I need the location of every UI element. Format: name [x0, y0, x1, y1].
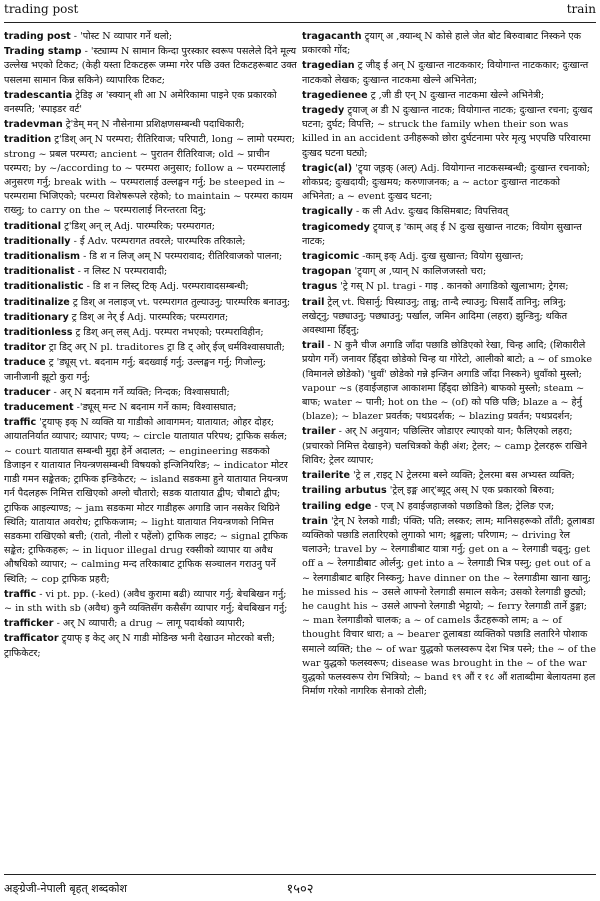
entry-headword: tragus — [302, 281, 338, 293]
dictionary-entry — [4, 45, 297, 88]
dictionary-entry — [302, 296, 596, 339]
entry-headword: trail — [302, 340, 325, 352]
entry-headword: traditor — [4, 342, 46, 354]
dictionary-entry — [4, 588, 297, 616]
dictionary-entry — [4, 341, 297, 355]
entry-headword: traducer — [4, 386, 51, 398]
entry-definition: 'ट्रेल् इङ्म आर्'ब्यूट् अस् N एक प्रकारको बिरुवा; — [386, 485, 555, 497]
dictionary-entry — [302, 205, 596, 219]
dictionary-entry — [302, 425, 596, 468]
entry-headword: tradescantia — [4, 89, 73, 101]
entry-headword: Trading stamp — [4, 46, 82, 58]
dictionary-entry — [4, 617, 297, 631]
dictionary-entry — [302, 250, 596, 264]
entry-headword: tragacanth — [302, 31, 362, 42]
dictionary-entry — [4, 118, 297, 132]
entry-definition: 'ट्र्या ज्इक् (अल्) Adj. वियोगान्त नाटकसम्बन्धी; दुःखान्त रचनाको; शोकप्रद; दुःखदायी; दुःखमय; करुणाजनक; a ~ actor दुःखान्त नाटकको अभिनेता; a ~ event दुःखद घटना; — [302, 162, 590, 203]
dictionary-entry — [302, 59, 596, 87]
entry-definition: ट्र्याज् इ 'काम् अड् ई N दुःख सुखान्त नाटक; वियोग सुखान्त नाटक; — [302, 221, 582, 247]
dictionary-entry — [302, 162, 596, 205]
dictionary-entry — [4, 632, 297, 660]
entry-definition: ट्र ,जी डी एन् N दुःखान्त नाटकमा खेल्ने अभिनेत्री; — [367, 89, 545, 101]
entry-definition: 'ट्रेन् N रेलको गाडी; पंक्ति; पति; लस्कर; लाम; मानिसहरूको ताँती; ठूलाबडा व्यक्तिको पछाडि लतारिएको लुगाको भाग; श्रृङ्खला; परिणाम; ~ driving रेल चलाउने; travel by ~ रेलगाडीबाट यात्रा गर्नु; get on a ~ रेलगाडी चढ्नु; get off a ~ रेलगाडीबाट ओर्लनु; get into a ~ रेलगाडी भित्र पस्नु; get out of a ~ रेलगाडीबाट बाहिर निस्कनु; have dinner on the ~ रेलगाडीमा खाना खानु; he missed his ~ उसले आफ्नो रेलगाडी समात्न सकेन; उसको रेलगाडी छुट्यो; he caught his ~ उसले आफ्नो रेलगाडी भेट्टायो; ~ ferry रेलगाडी तार्ने डुङ्गा; ~ man रेलगाडीको चालक; a ~ of camels ऊँटहरूको लाम; a ~ of thought विचार धारा; a ~ bearer ठूलाबडा व्यक्तिको पछाडि लतारिने पोशाक समात्ने व्यक्ति; the ~ of war युद्धको फलस्वरूप देश भित्र पस्ने; the ~ of the war युद्धको फलस्वरूप; disease was brought in the ~ of the war युद्धको फलस्वरूप रोग भित्रियो; ~ band १९ औं र १८ औं शताब्दीमा बेलायतमा हल निर्माण गरेको नागरिक सेनाको टोली; — [302, 515, 596, 698]
entry-definition: ट्र 'ड्यूस् vt. बदनाम गर्नु; बदख्वाई गर्नु; उल्लङ्घन गर्नु; गिजोल्नु; जानीजानी झूटो कुरा गर्नु; — [4, 357, 266, 383]
dictionary-entry — [4, 280, 297, 294]
dictionary-entry — [302, 104, 596, 161]
entry-headword: traditionalism — [4, 251, 81, 263]
dictionary-entry — [4, 235, 297, 249]
dictionary-entry — [4, 265, 297, 279]
entry-headword: tragedienee — [302, 89, 368, 101]
entry-headword: traducement — [4, 402, 74, 414]
dictionary-entry — [302, 89, 596, 103]
entry-headword: traditionally — [4, 235, 71, 247]
entry-definition: 'ट्र्याग् अ ,प्यान् N कालिजजस्तो चरा; — [351, 266, 487, 278]
entry-definition: ट्र्याफ् इ केट् अर् N गाडी मोडिन्छ भनी देखाउन मोटरको बत्ती; ट्राफिकेटर; — [4, 633, 275, 659]
dictionary-entry — [4, 386, 297, 400]
entry-definition: - 'स्ट्याम्प N सामान किन्दा पुरस्कार स्वरूप पसलेले दिने मूल्य उल्लेख भएको टिकट; (केही यस्ता टिकटहरू जम्मा गरेर पछि उक्त टिकटहरूबाट उक्त पसलमा सामान किन्न सकिने) व्यापारिक टिकट; — [4, 46, 297, 86]
entry-headword: trailing edge — [302, 500, 372, 512]
page-number: १५०२ — [286, 882, 314, 897]
entry-definition: - अर् N अनुयान; पछिल्तिर जोडाएर ल्याएको यान; फैलिएको लहरा; (प्रचारको निमित्त देखाइने) चलचित्रको केही अंश; ट्रेलर; ~ camp ट्रेलरहरू राखिने शिविर; ट्रेलर व्यापार; — [302, 426, 588, 466]
entry-headword: trailerite — [302, 470, 350, 482]
dictionary-entry — [302, 30, 596, 58]
entry-definition: 'ट्रे ल ,राइट् N ट्रेलरमा बस्ने व्यक्ति; ट्रेलरमा बस अभ्यस्त व्यक्ति; — [350, 470, 575, 482]
entry-headword: tragopan — [302, 266, 352, 278]
entry-headword: trailing arbutus — [302, 485, 387, 497]
entry-definition: ट्र डिश् अन् लस् Adj. परम्परा नभएको; परम्पराविहीन; — [72, 327, 264, 339]
entry-definition: - अर् N बदनाम गर्ने व्यक्ति; निन्दक; विश्वासघाती; — [50, 386, 230, 398]
entry-headword: traffic — [4, 588, 37, 600]
entry-headword: tragedy — [302, 105, 345, 117]
dictionary-entry — [4, 311, 297, 325]
entry-headword: trafficator — [4, 633, 59, 645]
entry-headword: trading post — [4, 31, 71, 42]
entry-headword: traditionalist — [4, 266, 75, 278]
entry-definition: - डि श न लिज् अम् N परम्परावाद; रीतिरिवाजको पालना; — [80, 251, 283, 263]
dictionary-entry — [4, 220, 297, 234]
entry-definition: - न लिस्ट N परम्परावादी; — [74, 266, 168, 278]
entry-headword: train — [302, 515, 328, 527]
entry-definition: 'ट्रे गस् N pl. tragi - गाइ . कानको अगाडिको खुलाभाग; ट्रेगस; — [337, 281, 569, 293]
entry-headword: traditinalize — [4, 296, 70, 308]
dictionary-entry — [4, 89, 297, 117]
right-column — [302, 30, 596, 700]
dictionary-entry — [302, 265, 596, 279]
entry-definition: ट्रेल् vt. घिसार्नु; घिस्याउनु; तान्नु; तान्दै ल्याउनु; घिसार्दै तानिनु; लत्रिनु; लखेट्नु; पछ्याउनु; पछ्याउनु; पर्खाल, जमिन आदिमा (लहरा) झुन्डिनु; थकित अवस्थामा हिँड्नु; — [302, 296, 568, 337]
entry-headword: tragicomedy — [302, 221, 370, 233]
entry-headword: tragicomic — [302, 251, 360, 263]
entry-definition: -काम् इक् Adj. दुःख सुखान्त; वियोग सुखान्त; — [359, 251, 524, 263]
entry-headword: traditionless — [4, 327, 73, 339]
entry-headword: trailer — [302, 426, 336, 438]
entry-definition: ट्र्याज् अ डी N दुःखान्त नाटक; वियोगान्त नाटक; दुःखान्त रचना; दुःखद घटना; दुर्घट; विपत्ति; ~ struck the family when their son was killed in an accident उनीहरूको छोरा दुर्घटनामा परेर मृत्यु भएपछि परिवारमा दुःखद घटना घट्यो; — [302, 105, 593, 159]
entry-headword: trafficker — [4, 618, 54, 630]
entry-definition: ट्रेडिइ अ 'स्क्यान् शी आ N अमेरिकामा पाइने एक प्रकारको वनस्पति; 'स्पाइडर वर्ट' — [4, 89, 277, 116]
entry-definition: ट्र जीड् ई अन् N दुःखान्त नाटककार; वियोगान्त नाटककार; दुःखान्त नाटकको लेखक; दुःखान्त नाटकमा खेल्ने अभिनेता; — [302, 60, 589, 86]
entry-headword: traditional — [4, 220, 62, 232]
dictionary-entry — [4, 250, 297, 264]
entry-definition: ट्रा डिट् अर् N pl. traditores ट्रा डि ट् ओर् ईज् धर्मविश्वासघाती; — [45, 342, 285, 354]
dictionary-entry — [4, 30, 297, 44]
entry-headword: traduce — [4, 357, 46, 369]
dictionary-entry — [4, 401, 297, 415]
entry-definition: ट्र्याग् अ ,क्यान्थ् N कोसे हाले जेत बोट बिरुवाबाट निस्कने एक प्रकारको गोंद; — [302, 31, 582, 57]
page-footer — [4, 877, 596, 897]
header-rule — [4, 22, 596, 23]
dictionary-entry — [302, 500, 596, 514]
entry-headword: tragedian — [302, 60, 355, 72]
header-left-guideword: trading post — [4, 2, 79, 16]
entry-definition: ट्र डिश् अ नलाइज् vt. परम्परागत तुल्याउनु; पारम्परिक बनाउनु; — [69, 296, 291, 308]
entry-definition: ट्रे'डेम् मन् N नौसेनामा प्रशिक्षणसम्बन्धी पदाधिकारी; — [62, 119, 245, 131]
dictionary-entry — [4, 296, 297, 310]
dictionary-entry — [4, 416, 297, 586]
entry-definition: - क ली Adv. दुःखद किसिमबाट; विपत्तिवत् — [352, 206, 509, 218]
footer-rule — [4, 874, 596, 875]
entry-definition: ट्र'डिश् अन् N परम्परा; रीतिरिवाज; परिपाटी, long ~ लामो परम्परा; strong ~ प्रबल परम्परा; ancient ~ पुरातन रीतिरिवाज; old ~ प्राचीन परम्परा; by ~/according to ~ परम्परा अनुसार; follow a ~ परम्परालाई अनुसरण गर्नु; break with ~ परम्परालाई उल्लङ्घन गर्नु; be steeped in ~ परम्परामा भिजिएको; परम्परा विशेषरूपले रहेको; to maintain ~ परम्परा कायम राख्नु; to carry on the ~ परम्परालाई निरन्तरता दिनु; — [4, 134, 295, 217]
entry-definition: - डि श न लिस्ट् टिक् Adj. परम्परावादसम्बन्धी; — [83, 281, 249, 293]
entry-definition: - ई Adv. परम्परागत तवरले; पारम्परिक तरिकाले; — [70, 235, 246, 247]
dictionary-entry — [302, 484, 596, 498]
entry-definition: - एज् N हवाईजहाजको पछाडिको डिल; ट्रेलिङ एज; — [371, 500, 555, 512]
entry-headword: traditionalistic — [4, 281, 84, 293]
entry-definition: - 'पोस्ट N व्यापार गर्ने थलो; — [70, 31, 173, 42]
entry-definition: ट्र'डिश् अन् ल् Adj. पारम्परिक; परम्परागत; — [61, 220, 215, 232]
dictionary-entry — [302, 469, 596, 483]
dictionary-entry — [4, 133, 297, 218]
dictionary-entry — [302, 515, 596, 700]
entry-headword: trail — [302, 296, 325, 308]
dictionary-entry — [4, 356, 297, 384]
dictionary-entry — [4, 326, 297, 340]
entry-definition: - N कुनै चीज अगाडि जाँदा पछाडि छोडिएको रेखा, चिन्ह आदि; (शिकारीले प्रयोग गर्ने) जनावर हिँड्दा छोडेको चिन्ह या गोरेटो, आलीको बाटो; a ~ of smoke (विमानले छोडेको) 'धुवाँ' छोडेको गन्ने इन्जिन अगाडि जाँदा निस्कने) धुवाँको मुस्लो; vapour ~s (हवाईजहाज आकाशमा हिँड्दा छोडिने) बाफको मुस्लो; steam ~ बाफ; water ~ पानी; hot on the ~ (of) को पछि पछि; blaze a ~ हेर्नु (blaze); ~ blazer प्रवर्तक; पथप्रदर्शक; ~ blazing प्रवर्तन; पथप्रदर्शन; — [302, 340, 592, 423]
dictionary-entry — [302, 339, 596, 424]
entry-definition: - vi pt. pp. (-ked) (अवैध कुरामा बढी) व्यापार गर्नु; बेचबिखन गर्नु; ~ in sth with sb (अवैध) कुनै व्यक्तिसँग कसैसँग व्यापार गर्नु; बेचबिखन गर्नु; — [4, 588, 288, 614]
footer-title: अङ्ग्रेजी-नेपाली बृहत् शब्दकोश — [4, 882, 127, 895]
left-column — [4, 30, 297, 662]
entry-definition: -'ड्यूस् मन्ट N बदनाम गर्ने काम; विश्वासघात; — [73, 402, 237, 414]
entry-definition: - अर् N व्यापारी; a drug ~ लागू पदार्थको व्यापारी; — [53, 618, 245, 630]
entry-headword: traditionary — [4, 311, 69, 323]
entry-definition: ट्र डिश् अ नेर् ई Adj. पारम्परिक; परम्परागत; — [68, 311, 229, 323]
entry-headword: tradevman — [4, 119, 63, 131]
entry-headword: tradition — [4, 134, 52, 146]
entry-headword: tragic(al) — [302, 162, 353, 174]
dictionary-entry — [302, 280, 596, 294]
page-header — [4, 2, 596, 20]
header-right-guideword: train — [566, 2, 596, 16]
entry-definition: 'ट्र्याफ् इक् N व्यक्ति या गाडीको आवागमन; यातायात; ओहर दोहर; आयातनिर्यात व्यापार; व्यापार; पण्य; ~ circle यातायात परिपथ; ट्राफिक सर्कल; ~ court यातायात सम्बन्धी मुद्दा हेर्ने अदालत; ~ engineering सडकको डिजाइन र यातायात नियन्त्रणसम्बन्धी विषयको इन्जिनियरिङ; ~ indicator मोटर गाडी गमन सङ्केतक; ट्राफिक इन्डिकेटर; ~ island सडकमा हुने यातायात नियन्त्रण गर्न पैदलहरू निमित्त राखिएको अग्लो चौतारो; सडक यातायात द्वीप; चौबाटो द्वीप; ट्राफिक आइल्याण्ड; ~ jam सडकमा मोटर गाडीहरू अगाडि जान नसकेर थिग्रिने स्थिति; यातायात अवरोध; ट्राफिकजाम; ~ light यातायात नियन्त्रणको निमित्त सडकमा राखिएको बत्ती; (रातो, नीलो र पहेंलो) ट्राफिक लाइट; ~ signal ट्राफिक सङ्केत; ट्राफिकहरू; ~ in liquor illegal drug रक्सीको व्यापार या अवैध औषधिको व्यापार; ~ calming मन्द तरिकाबाट ट्राफिक सञ्चालन गराउनु पर्ने स्थिति; ~ cop ट्राफिक प्रहरी; — [4, 417, 288, 585]
entry-headword: tragically — [302, 206, 353, 218]
entry-headword: traffic — [4, 417, 37, 429]
dictionary-entry — [302, 221, 596, 249]
